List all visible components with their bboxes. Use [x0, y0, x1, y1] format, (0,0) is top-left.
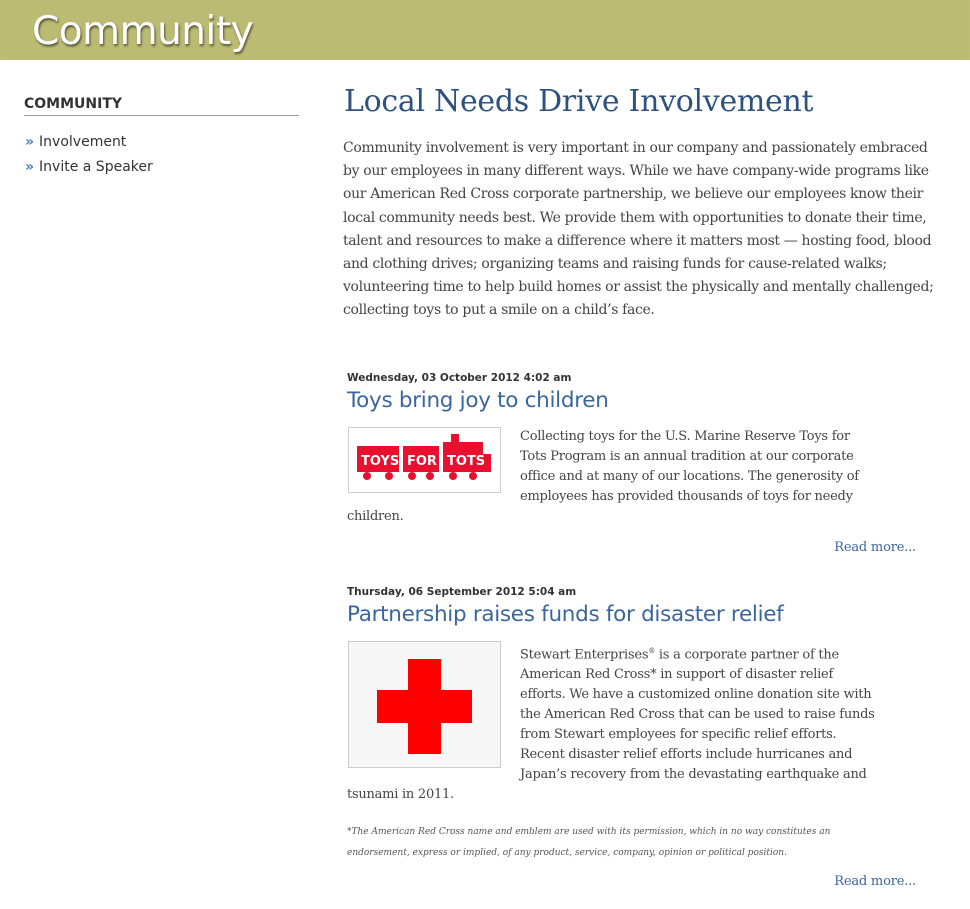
sidebar-heading: COMMUNITY [24, 96, 299, 116]
intro-paragraph: Community involvement is very important in our company and passionately embraced by our employees in many different ways. While we have company-wide programs like our American Red Cross corporate partnership, we believe our employees know their local community needs best. We provide them with opportunities to donate their time, talent and resources to make a difference where it matters most — hosting food, blood and clothing drives; organizing teams and raising funds for cause-related walks; volunteering time to help build homes or assist the physically and mentally challenged; collecting toys to put a smile on a child’s face. [343, 140, 934, 319]
sidebar-item-invite-speaker[interactable] [25, 157, 153, 182]
sidebar-link-involvement[interactable]: Involvement [39, 134, 127, 150]
news-post-toys [347, 372, 927, 555]
post-date: Wednesday, 03 October 2012 4:02 am [347, 372, 572, 384]
sidebar-nav [25, 132, 153, 182]
post-content [347, 641, 927, 864]
registered-mark: ® [648, 647, 655, 655]
post-body: Collecting toys for the U.S. Marine Reserve Toys for Tots Program is an annual tradition at our corporate office and at many of our locations. The generosity of employees has provided thousands of toys for needy children. [347, 429, 859, 524]
read-more-link[interactable]: Read more... [834, 874, 916, 889]
tots-logo-text: TOTS [447, 454, 486, 469]
for-logo-text: FOR [407, 454, 437, 469]
disclaimer: *The American Red Cross name and emblem are used with its permission, which in no way constitutes an endorsement, express or implied, of any product, service, company, opinion or political position. [347, 827, 831, 859]
news-post-red-cross [347, 586, 927, 889]
toys-for-tots-image[interactable] [348, 427, 501, 493]
post-date: Thursday, 06 September 2012 5:04 am [347, 586, 577, 598]
post-title-link[interactable]: Toys bring joy to children [347, 388, 609, 413]
post-title-link[interactable]: Partnership raises funds for disaster relief [347, 602, 784, 627]
page-title: Local Needs Drive Involvement [344, 84, 814, 119]
sidebar-item-involvement[interactable] [25, 132, 153, 157]
sidebar-link-invite-speaker[interactable]: Invite a Speaker [39, 159, 153, 175]
chevron-right-icon: » [25, 134, 35, 150]
toys-for-tots-logo-icon [349, 428, 500, 492]
red-cross-image[interactable] [348, 641, 501, 768]
red-cross-icon [349, 642, 500, 767]
post-body-text: is a corporate partner of the American Red Cross* in support of disaster relief efforts. We have a customized online donation site with the American Red Cross that can be used to raise funds from Stewart employees for specific relief efforts. Recent disaster relief efforts include hurricanes and Japan’s recovery from the devastating earthquake and tsunami in 2011. [347, 647, 875, 803]
chevron-right-icon: » [25, 159, 35, 175]
toys-logo-text: TOYS [361, 454, 400, 469]
header-bar [4, 0, 965, 60]
read-more-link[interactable]: Read more... [834, 540, 916, 555]
post-content [347, 427, 927, 527]
company-name: Stewart Enterprises [520, 647, 649, 663]
site-title: Community [32, 9, 254, 54]
